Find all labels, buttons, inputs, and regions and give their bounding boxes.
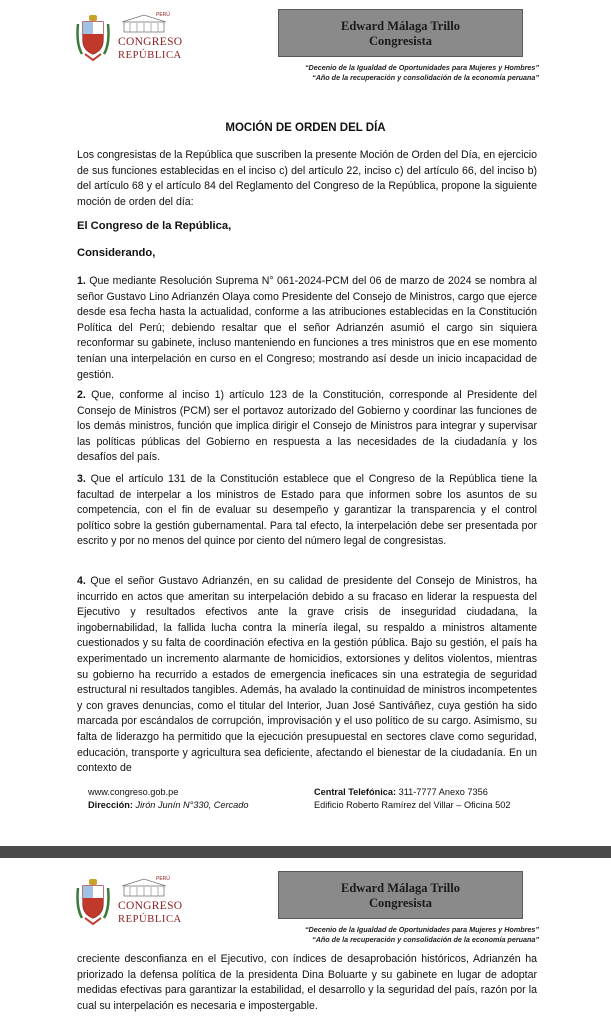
address-value: Jirón Junín N°330, Cercado bbox=[135, 800, 249, 810]
decenio-motto: “Decenio de la Igualdad de Oportunidades para Mujeres y Hombres” bbox=[304, 63, 539, 72]
congress-logo bbox=[74, 876, 183, 932]
item-text: Que el artículo 131 de la Constitución establece que el Congreso de la República tiene la facultad de interpelar a los ministros de Estado para que informen sobre los asuntos de su competencia, con el fin de evaluar su desempeño y garantizar la transparencia y el control político sobre la gestión gubernamental. Para tal efecto, la interpelación debe ser presentada por escrito y por no menos del quince por ciento del número legal de congresistas. bbox=[77, 473, 537, 548]
intro-paragraph: Los congresistas de la República que suscriben la presente Moción de Orden del Día, en ejercicio de sus funciones establecidas en el inciso c) del artículo 22, inciso c) del artículo 66, del inciso b) del artículo 68 y el artículo 84 del Reglamento del Congreso de la República, propone la siguiente moción de orden del día: bbox=[77, 149, 537, 208]
address-label: Dirección: bbox=[88, 800, 133, 810]
year-motto: “Año de la recuperación y consolidación de la economía peruana” bbox=[312, 934, 539, 944]
decenio-motto: “Decenio de la Igualdad de Oportunidades para Mujeres y Hombres” bbox=[304, 925, 539, 934]
footer-right bbox=[314, 786, 510, 812]
congressman-box bbox=[278, 871, 523, 919]
considerando-item-2 bbox=[77, 388, 537, 466]
congress-building-icon bbox=[116, 876, 172, 898]
coat-of-arms-icon bbox=[74, 878, 112, 926]
website-link[interactable]: www.congreso.gob.pe bbox=[88, 787, 179, 797]
item-number: 2. bbox=[77, 389, 86, 401]
document-page-2 bbox=[0, 858, 611, 1024]
item-number: 4. bbox=[77, 575, 86, 587]
footer-left bbox=[88, 786, 248, 812]
office-value: Edificio Roberto Ramírez del Villar – Oficina 502 bbox=[314, 800, 511, 810]
item-number: 3. bbox=[77, 473, 86, 485]
logo-text-republica: REPÚBLICA bbox=[118, 50, 182, 61]
congress-logo bbox=[74, 12, 183, 68]
considering-heading: Considerando, bbox=[77, 247, 156, 259]
coat-of-arms-icon bbox=[74, 14, 112, 62]
year-motto: “Año de la recuperación y consolidación de la economía peruana” bbox=[312, 72, 539, 82]
continuation-paragraph: creciente desconfianza en el Ejecutivo, con índices de desaprobación históricos, Adrianzén ha priorizado la defensa política de la presidenta Dina Boluarte y su gabinete en lugar de adoptar medidas efectivas para garantizar la estabilidad, el desarrollo y la seguridad del país, razón por la cual su interpelación es necesaria e impostergable. bbox=[77, 953, 537, 1012]
logo-text-congreso: CONGRESO bbox=[118, 900, 183, 912]
item-number: 1. bbox=[77, 275, 86, 287]
congress-building-icon bbox=[116, 12, 172, 34]
congressman-box bbox=[278, 9, 523, 57]
congressman-role: Congresista bbox=[369, 34, 432, 48]
official-mottos bbox=[219, 925, 539, 944]
considerando-item-3 bbox=[77, 472, 537, 550]
logo-text-republica: REPÚBLICA bbox=[118, 914, 182, 925]
phone-value: 311-7777 Anexo 7356 bbox=[398, 787, 488, 797]
congressman-role: Congresista bbox=[369, 896, 432, 910]
item-text: Que el señor Gustavo Adrianzén, en su calidad de presidente del Consejo de Ministros, ha incurrido en actos que ameritan su interpelación debido a su fracaso en liderar la respuesta del Ejecutivo y resultados efectivos ante la grave crisis de inseguridad ciudadana, la ingobernabilidad, la fallida lucha contra la minería ilegal, su respaldo a ministros altamente cuestionados y su falta de coordinación efectiva en la gestión pública. Bajo su gestión, el país ha experimentado un incremento alarmante de homicidios, extorsiones y delitos violentos, mientras su gobierno ha recurrido a estados de emergencia ineficaces sin una estrategia de seguridad estructural ni resultados tangibles. Además, ha avalado la continuidad de ministros incompetentes y con graves denuncias, como el titular del Interior, Juan José Santiváñez, cuya gestión ha sido marcada por escándalos de corrupción, improvisación y el uso político de su cargo. Asimismo, su falta de liderazgo ha permitido que la ejecución presupuestal en sectores clave como seguridad, educación, transporte y agricultura sea deficiente, afectando el bienestar de la ciudadanía. En un contexto de bbox=[77, 575, 537, 775]
phone-label: Central Telefónica: bbox=[314, 787, 397, 797]
document-title: MOCIÓN DE ORDEN DEL DÍA bbox=[225, 122, 386, 134]
official-mottos bbox=[219, 63, 539, 82]
logo-text-congreso: CONGRESO bbox=[118, 36, 183, 48]
item-text: Que mediante Resolución Suprema N° 061-2024-PCM del 06 de marzo de 2024 se nombra al señor Gustavo Lino Adrianzén Olaya como Presidente del Consejo de Ministros, cargo que ejerce desde esa fecha hasta la actualidad, conforme a las atribuciones establecidas en la Constitución Política del Perú; debiendo resaltar que el señor Adrianzén asumió el cargo sin siquiera reconformar su gabinete, incluso manteniendo en funciones a tres ministros que en ese momento tenían una interpelación en curso en el Congreso; mostrando así desde un inicio incapacidad de gestión. bbox=[77, 275, 537, 381]
body-heading: El Congreso de la República, bbox=[77, 220, 232, 232]
considerando-item-4 bbox=[77, 574, 537, 777]
considerando-item-1 bbox=[77, 274, 537, 383]
logo-peru-label: PERÚ bbox=[156, 876, 170, 882]
congressman-name: Edward Málaga Trillo bbox=[341, 881, 460, 895]
item-text: Que, conforme al inciso 1) artículo 123 de la Constitución, corresponde al Presidente del Consejo de Ministros (PCM) ser el portavoz autorizado del Gobierno y coordinar las funciones de los demás ministros, función que implica dirigir el Consejo de Ministros para integrar y supervisar las políticas públicas del Gobierno en respuesta a las necesidades de la ciudadanía y los desafíos del país. bbox=[77, 389, 537, 464]
logo-peru-label: PERÚ bbox=[156, 12, 170, 18]
congressman-name: Edward Málaga Trillo bbox=[341, 19, 460, 33]
